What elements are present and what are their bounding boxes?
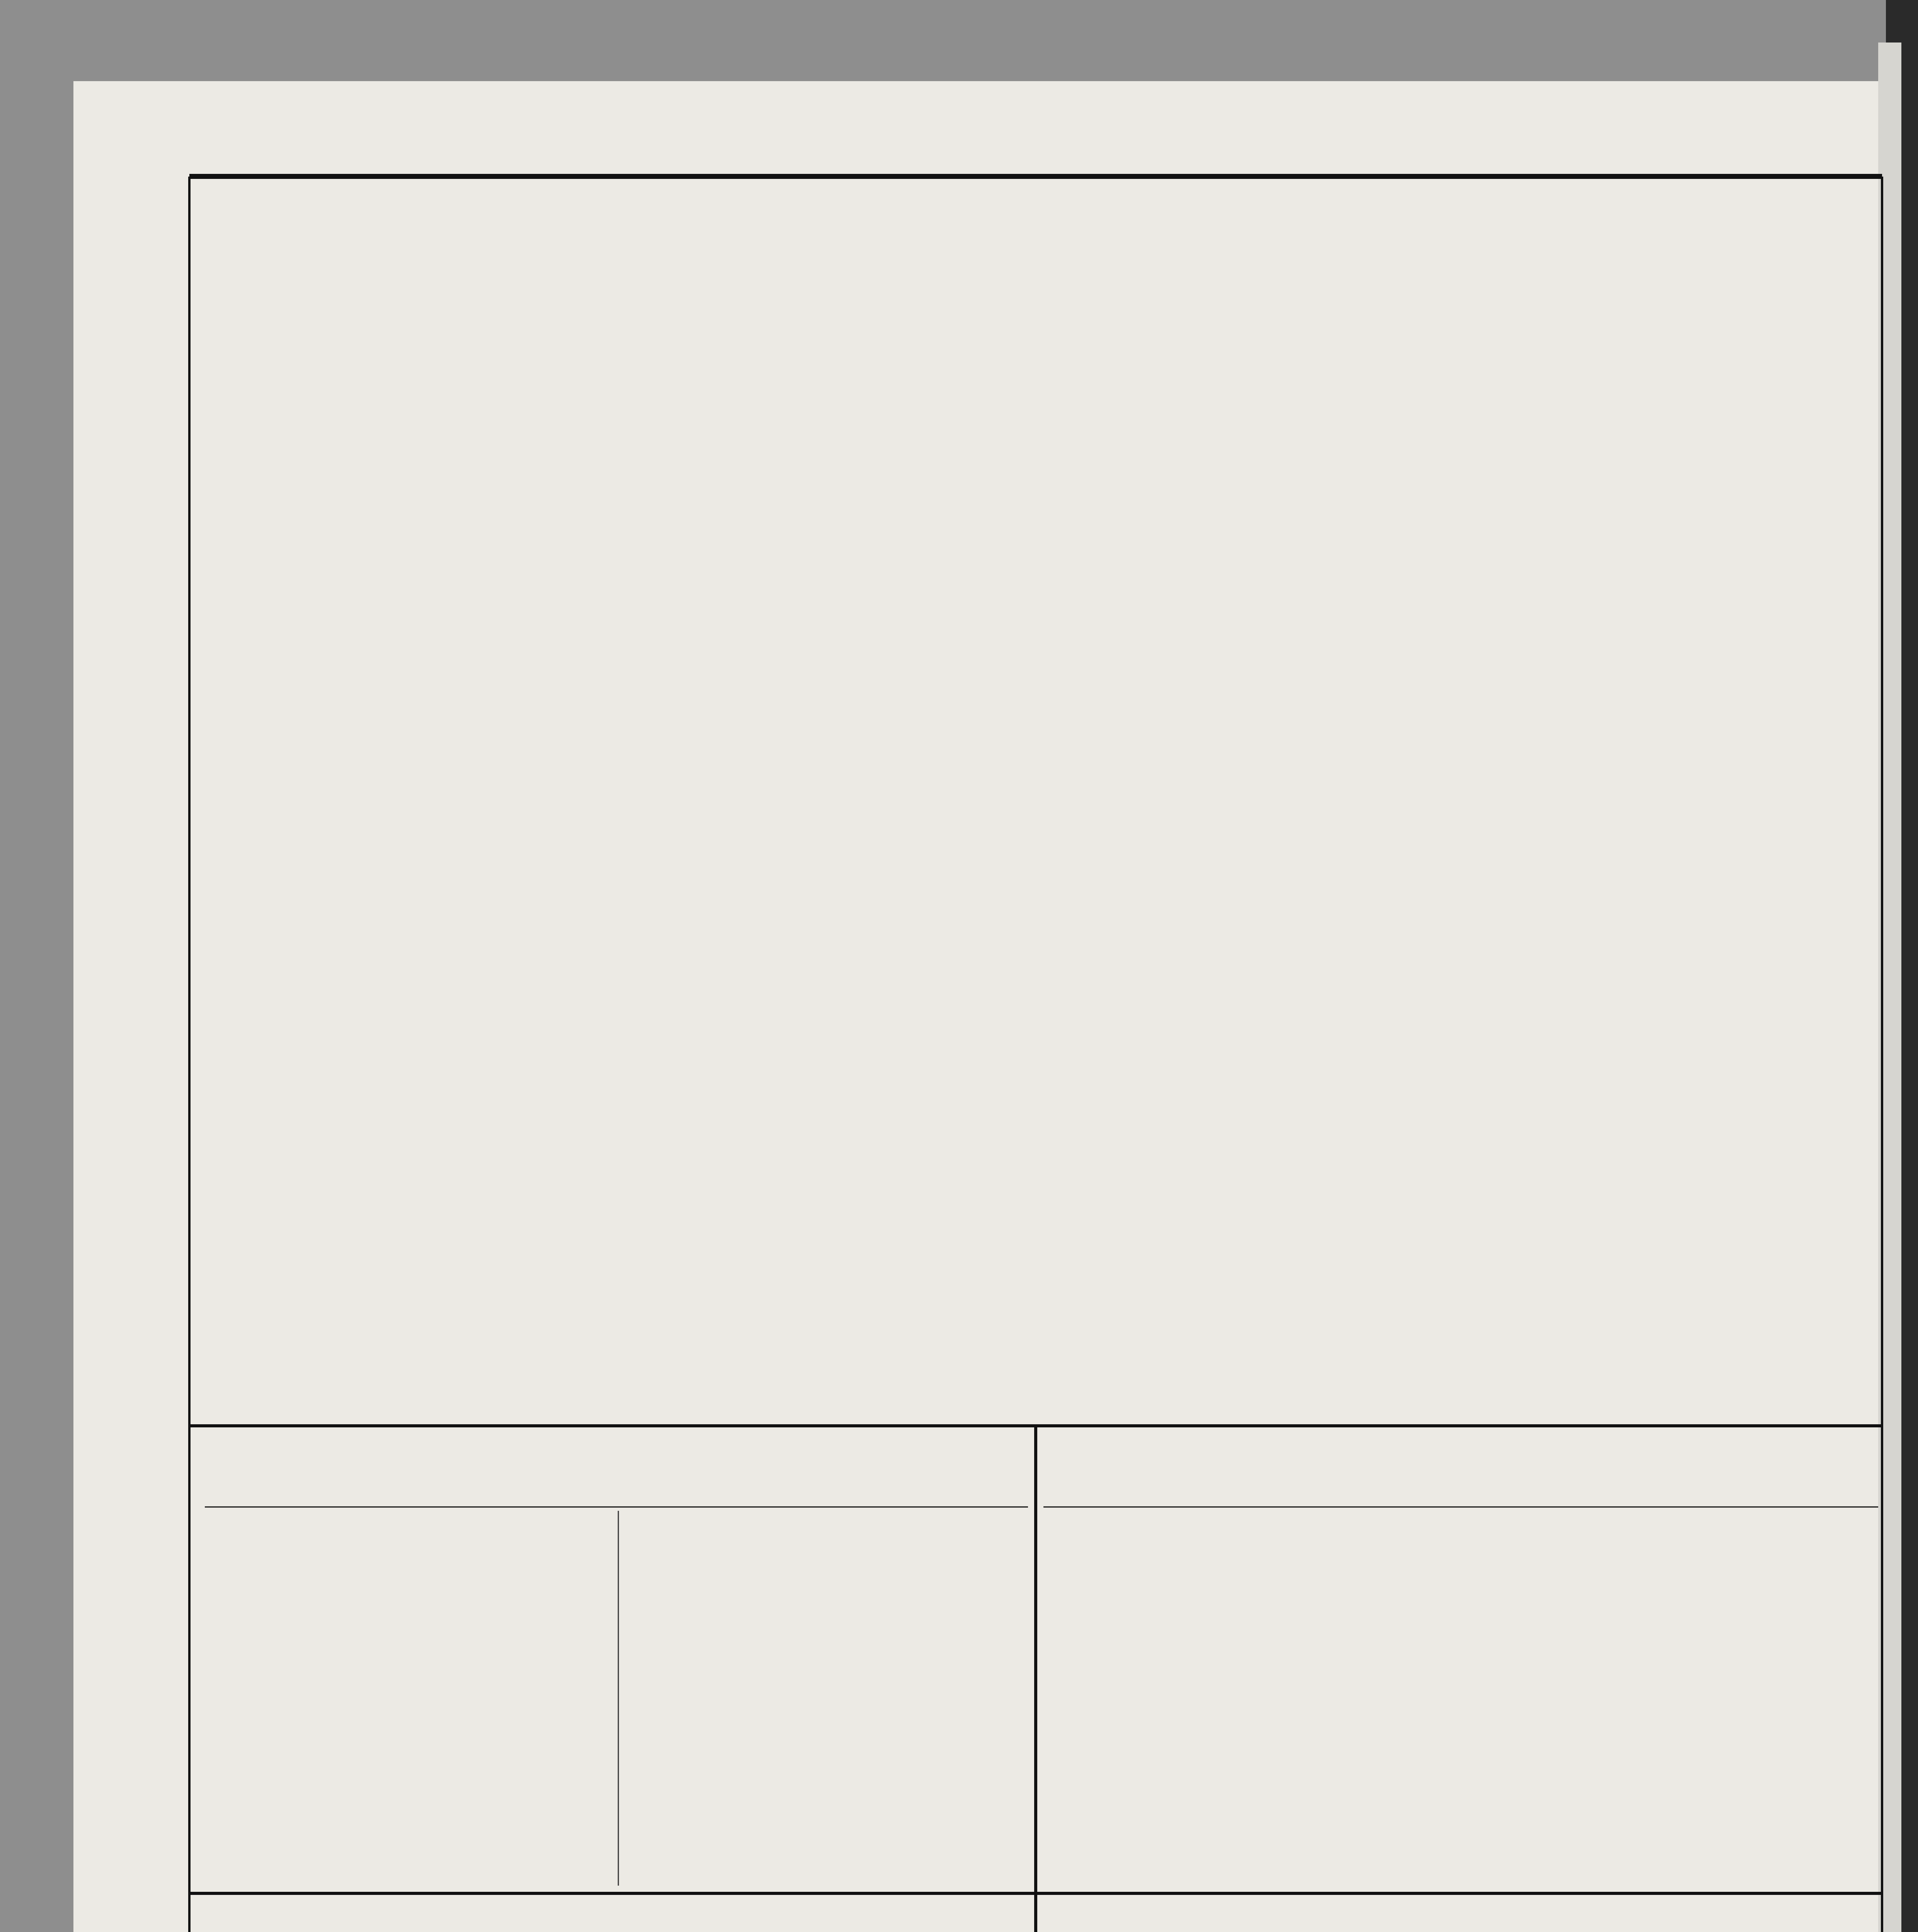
paper-sheet (73, 81, 1886, 1932)
